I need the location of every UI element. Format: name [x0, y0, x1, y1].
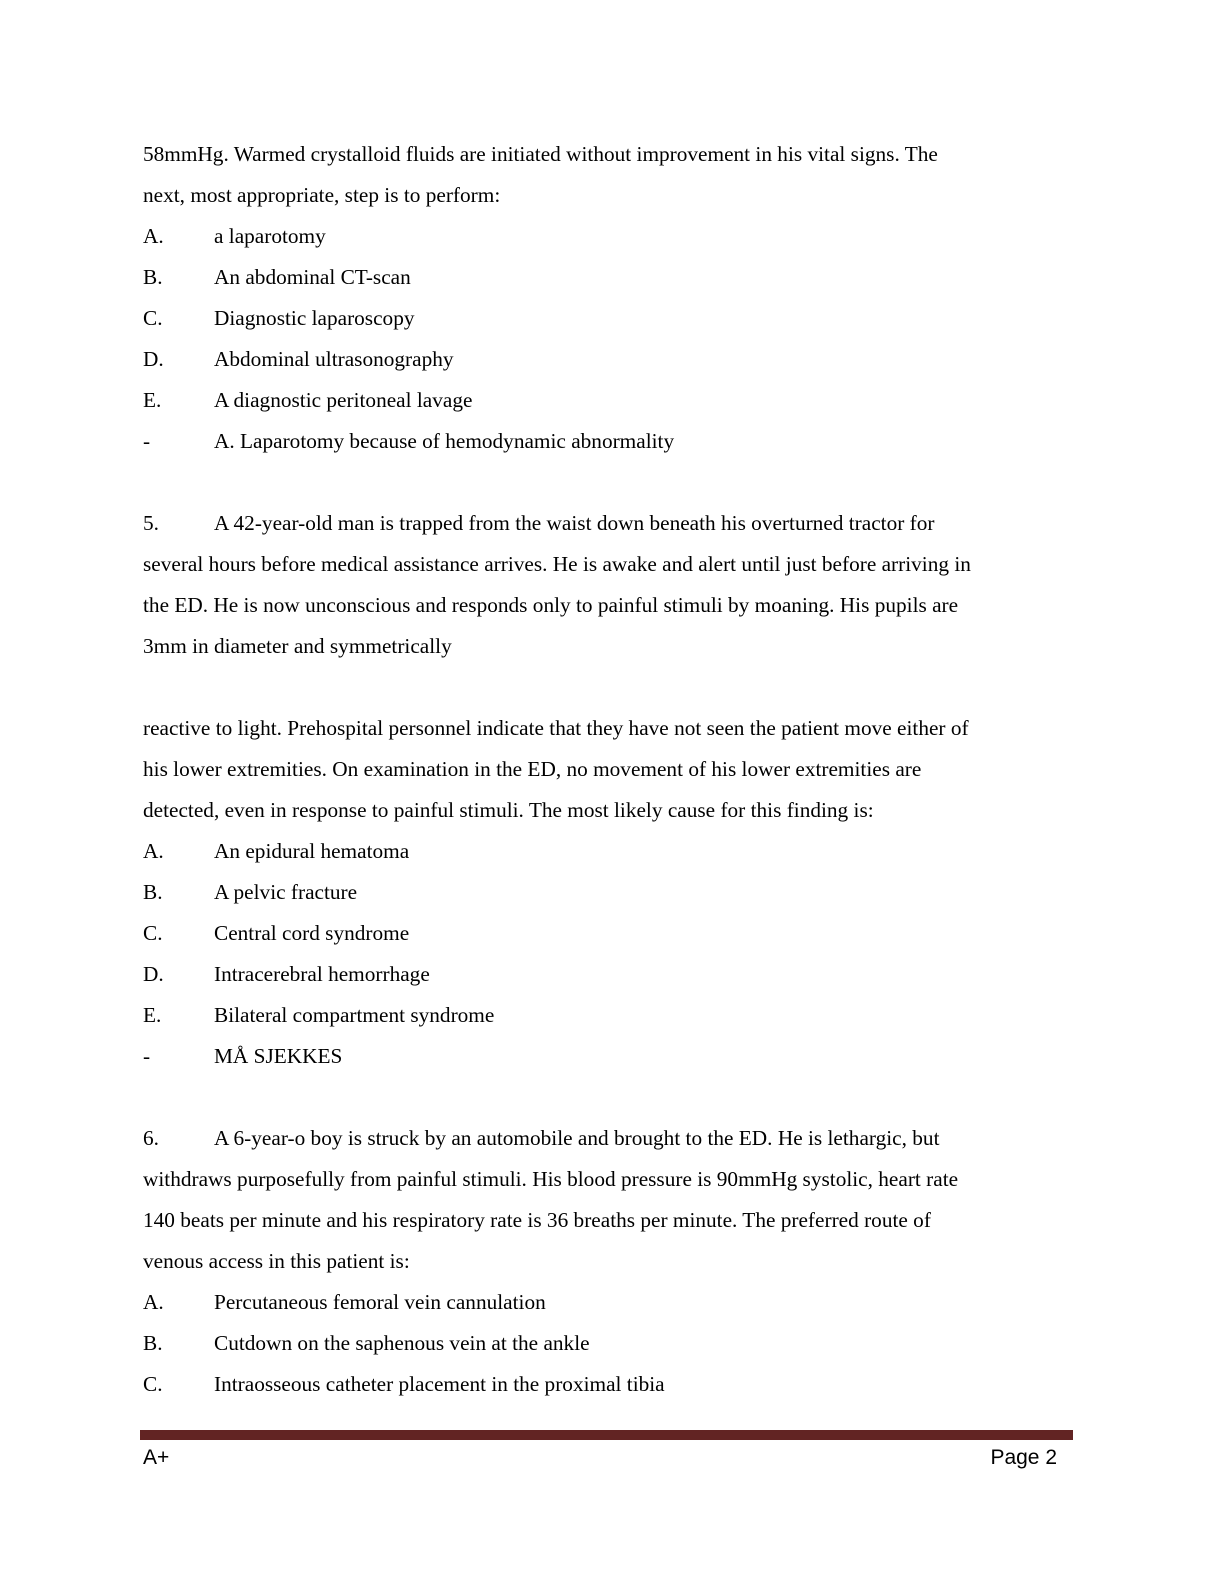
- question-text-line: 3mm in diameter and symmetrically: [143, 634, 452, 658]
- option-marker: D.: [143, 347, 164, 371]
- option-text: An epidural hematoma: [214, 839, 410, 863]
- option-b: [143, 1323, 1073, 1364]
- option-text: a laparotomy: [214, 224, 326, 248]
- option-marker: C.: [143, 1372, 163, 1396]
- question-number: 6.: [143, 1126, 159, 1150]
- spacer: [143, 1077, 1073, 1118]
- question-text-line: reactive to light. Prehospital personnel indicate that they have not seen the patient move either of: [143, 716, 969, 740]
- page-number: Page 2: [990, 1446, 1057, 1469]
- answer-note: [143, 1036, 1073, 1077]
- question-text-line: the ED. He is now unconscious and responds only to painful stimuli by moaning. His pupils are: [143, 593, 959, 617]
- question-number: 5.: [143, 511, 159, 535]
- option-marker: E.: [143, 1003, 162, 1027]
- option-e: [143, 995, 1073, 1036]
- option-text: Intraosseous catheter placement in the proximal tibia: [214, 1372, 665, 1396]
- option-marker: B.: [143, 1331, 163, 1355]
- option-text: Percutaneous femoral vein cannulation: [214, 1290, 546, 1314]
- option-marker: D.: [143, 962, 164, 986]
- option-a: [143, 1282, 1073, 1323]
- option-marker: E.: [143, 388, 162, 412]
- question-text-line: his lower extremities. On examination in the ED, no movement of his lower extremities are: [143, 757, 922, 781]
- option-text: Abdominal ultrasonography: [214, 347, 454, 371]
- question-stem-first-line: [143, 1118, 1073, 1159]
- option-marker: A.: [143, 839, 164, 863]
- option-marker: B.: [143, 880, 163, 904]
- answer-marker: -: [143, 1044, 151, 1068]
- answer-text: A. Laparotomy because of hemodynamic abnormality: [214, 429, 675, 453]
- option-a: [143, 831, 1073, 872]
- option-text: Bilateral compartment syndrome: [214, 1003, 495, 1027]
- option-text: Central cord syndrome: [214, 921, 410, 945]
- question-text: A 42-year-old man is trapped from the waist down beneath his overturned tractor for: [214, 511, 935, 535]
- spacer: [143, 462, 1073, 503]
- option-b: [143, 872, 1073, 913]
- question-text-line: 140 beats per minute and his respiratory rate is 36 breaths per minute. The preferred route of: [143, 1208, 931, 1232]
- question-text-line: several hours before medical assistance arrives. He is awake and alert until just before arriving in: [143, 552, 971, 576]
- option-a: [143, 216, 1073, 257]
- option-text: Cutdown on the saphenous vein at the ankle: [214, 1331, 590, 1355]
- option-d: [143, 954, 1073, 995]
- option-marker: C.: [143, 306, 163, 330]
- option-text: Intracerebral hemorrhage: [214, 962, 430, 986]
- question-5: [143, 503, 1073, 1077]
- option-c: [143, 298, 1073, 339]
- question-text-line: 58mmHg. Warmed crystalloid fluids are initiated without improvement in his vital signs. The: [143, 142, 938, 166]
- question-stem-first-line: [143, 503, 1073, 544]
- option-text: A pelvic fracture: [214, 880, 358, 904]
- option-text: Diagnostic laparoscopy: [214, 306, 415, 330]
- question-text-line: withdraws purposefully from painful stimuli. His blood pressure is 90mmHg systolic, heart rate: [143, 1167, 959, 1191]
- question-4-continuation: [143, 134, 1073, 462]
- question-text-line: next, most appropriate, step is to perform:: [143, 183, 501, 207]
- question-text: A 6-year-o boy is struck by an automobile and brought to the ED. He is lethargic, but: [214, 1126, 940, 1150]
- option-marker: B.: [143, 265, 163, 289]
- option-marker: A.: [143, 224, 164, 248]
- spacer: [143, 667, 1073, 708]
- footer-left-label: A+: [143, 1446, 170, 1469]
- option-e: [143, 380, 1073, 421]
- option-marker: A.: [143, 1290, 164, 1314]
- question-6: [143, 1118, 1073, 1405]
- option-text: An abdominal CT-scan: [214, 265, 411, 289]
- footer-divider-bar: [140, 1430, 1073, 1440]
- option-d: [143, 339, 1073, 380]
- option-b: [143, 257, 1073, 298]
- question-text-line: detected, even in response to painful stimuli. The most likely cause for this finding is:: [143, 798, 874, 822]
- page-content: [143, 134, 1073, 1405]
- answer-marker: -: [143, 429, 151, 453]
- option-text: A diagnostic peritoneal lavage: [214, 388, 473, 412]
- answer-note: [143, 421, 1073, 462]
- answer-text: MÅ SJEKKES: [214, 1044, 343, 1068]
- option-marker: C.: [143, 921, 163, 945]
- option-c: [143, 913, 1073, 954]
- question-text-line: venous access in this patient is:: [143, 1249, 410, 1273]
- option-c: [143, 1364, 1073, 1405]
